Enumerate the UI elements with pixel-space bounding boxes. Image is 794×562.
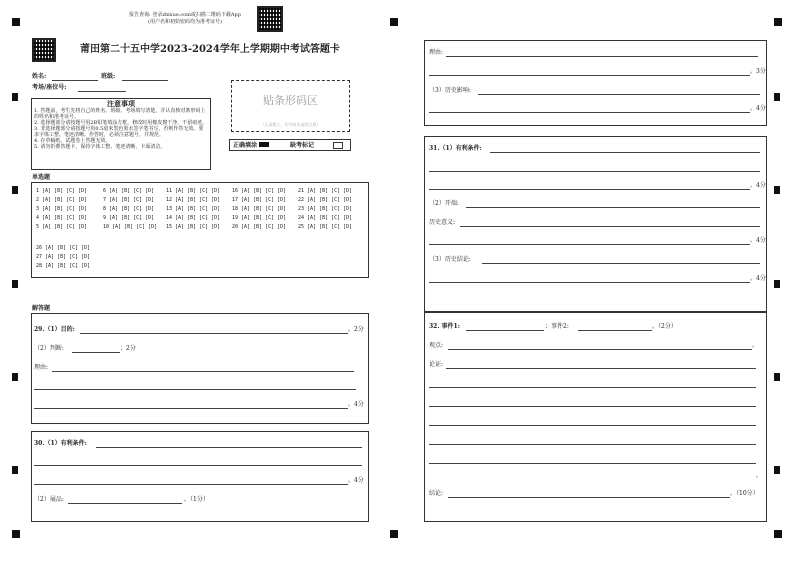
q29-part1-line[interactable] (80, 333, 348, 334)
alignment-mark (774, 18, 782, 26)
choice-row[interactable]: 19 [A] [B] [C] [D] (232, 215, 287, 221)
q29-reason-line[interactable] (52, 371, 354, 372)
alignment-mark (12, 93, 18, 101)
q31-part1-score: 。4分 (750, 182, 766, 189)
notice-item: 4. 在草稿纸、试题卷上答题无效。 (34, 138, 111, 144)
choice-row[interactable]: 20 [A] [B] [C] [D] (232, 224, 287, 230)
impact-label: （3）历史影响: (429, 87, 471, 94)
q32-event2-line[interactable] (578, 330, 652, 331)
choice-row[interactable]: 13 [A] [B] [C] [D] (166, 206, 221, 212)
q31-part2-label: （2）开端: (429, 200, 459, 207)
q30-part2-score: 。（1分） (184, 496, 209, 503)
alignment-mark (12, 466, 18, 474)
q29-score: 。4分 (348, 401, 364, 408)
q30-part1-line[interactable] (34, 484, 348, 485)
q29-part2-line[interactable] (72, 352, 120, 353)
q30-part1-line[interactable] (96, 447, 362, 448)
q32-event-score: 。（2分） (652, 323, 677, 330)
q31-box (424, 136, 767, 312)
choice-row[interactable]: 9 [A] [B] [C] [D] (103, 215, 155, 221)
q29-part2-label: （2）判断: (34, 345, 64, 352)
q31-part3-line[interactable] (429, 282, 750, 283)
q32-box (424, 312, 767, 522)
notice-item: 2. 选择题部分请按题号用2B铅笔填涂方框，修改时用橡皮擦干净，不留痕迹。 (34, 120, 208, 126)
choice-row[interactable]: 24 [A] [B] [C] [D] (298, 215, 353, 221)
q30-part1-label: 30.（1）有利条件: (34, 440, 87, 447)
q31-part3-label: （3）历史结论: (429, 256, 471, 263)
q32-event1-line[interactable] (466, 330, 544, 331)
alignment-mark (12, 18, 20, 26)
reason-line[interactable] (446, 56, 758, 57)
q32-event2-label: ；事件2: (545, 323, 569, 330)
q31-part1-line[interactable] (429, 171, 760, 172)
missing-mark-box[interactable] (333, 142, 343, 149)
alignment-mark (12, 373, 18, 381)
q32-view-line[interactable] (448, 349, 752, 350)
q31-part1-line[interactable] (490, 152, 760, 153)
choice-row[interactable]: 3 [A] [B] [C] [D] (36, 206, 88, 212)
q31-part1-label: 31.（1）有利条件: (429, 145, 482, 152)
q29-part1-score: 。2分 (348, 326, 364, 333)
choice-row[interactable]: 28 [A] [B] [C] [D] (36, 263, 91, 269)
reason-score: 。3分 (750, 68, 766, 75)
choice-row[interactable]: 2 [A] [B] [C] [D] (36, 197, 88, 203)
barcode-title: 贴条形码区 (263, 94, 318, 107)
alignment-mark (12, 280, 18, 288)
q31-meaning-line[interactable] (429, 244, 750, 245)
q29-part2-score: ；2分 (120, 345, 136, 352)
q31-meaning-label: 历史意义: (429, 219, 456, 226)
missing-mark-label: 缺考标记 (290, 142, 315, 149)
q31-part1-line[interactable] (429, 189, 750, 190)
choice-row[interactable]: 7 [A] [B] [C] [D] (103, 197, 155, 203)
alignment-mark (12, 186, 18, 194)
class-label: 班级: (101, 73, 116, 80)
choice-row[interactable]: 22 [A] [B] [C] [D] (298, 197, 353, 203)
q29-reason-line[interactable] (34, 408, 348, 409)
q32-argue-line[interactable] (429, 387, 756, 388)
choice-row[interactable]: 16 [A] [B] [C] [D] (232, 188, 287, 194)
q29-part1-label: 29.（1）目的: (34, 326, 75, 333)
reason-line[interactable] (429, 75, 750, 76)
class-field[interactable] (122, 80, 168, 81)
impact-line[interactable] (429, 112, 750, 113)
username-note: (用户名和初始密码均为准考证号) (148, 19, 222, 25)
choice-row[interactable]: 4 [A] [B] [C] [D] (36, 215, 88, 221)
q29-reason-label: 理由: (34, 364, 49, 371)
choice-row[interactable]: 11 [A] [B] [C] [D] (166, 188, 221, 194)
choice-row[interactable]: 1 [A] [B] [C] [D] (36, 188, 88, 194)
essay-section-label: 解答题 (32, 305, 51, 312)
q31-part2-score: 。4分 (750, 237, 766, 244)
choice-row[interactable]: 5 [A] [B] [C] [D] (36, 224, 88, 230)
q32-argue-line[interactable] (429, 444, 756, 445)
choice-row[interactable]: 10 [A] [B] [C] [D] (103, 224, 158, 230)
q32-argue-line[interactable] (429, 406, 756, 407)
q32-view-label: 观点: (429, 342, 444, 349)
q31-part3-line[interactable] (482, 263, 760, 264)
correct-fill-sample (259, 142, 269, 147)
q32-argue-line[interactable] (429, 425, 756, 426)
q31-part3-score: 。4分 (750, 275, 766, 282)
notice-item: 5. 请勿折叠答题卡，保持字体工整、笔迹清晰，卡面清洁。 (34, 144, 166, 150)
app-qr-code (257, 6, 283, 32)
choice-row[interactable]: 14 [A] [B] [C] [D] (166, 215, 221, 221)
q32-view-end: 。 (752, 342, 759, 349)
notice-item: 1. 答题前，考生先将自己的姓名、班级、考场填写清楚，并认真核对条形码上的姓名和准考证号。 (34, 108, 206, 120)
alignment-mark (774, 186, 780, 194)
alignment-mark (774, 93, 780, 101)
choice-row[interactable]: 23 [A] [B] [C] [D] (298, 206, 353, 212)
choice-row[interactable]: 21 [A] [B] [C] [D] (298, 188, 353, 194)
q29-reason-line[interactable] (34, 389, 356, 390)
choice-row[interactable]: 25 [A] [B] [C] [D] (298, 224, 353, 230)
choice-row[interactable]: 15 [A] [B] [C] [D] (166, 224, 221, 230)
choice-row[interactable]: 12 [A] [B] [C] [D] (166, 197, 221, 203)
choice-section-label: 单选题 (32, 174, 51, 181)
q32-argue-end: 。 (756, 472, 763, 479)
q32-argue-line[interactable] (429, 463, 756, 464)
alignment-mark (774, 373, 780, 381)
q32-event1-label: 32. 事件1: (429, 323, 460, 330)
q30-part1-score: 。4分 (348, 477, 364, 484)
reason-label: 理由: (429, 49, 444, 56)
correct-fill-label: 正确填涂 (233, 142, 258, 149)
impact-line[interactable] (478, 94, 760, 95)
notice-list (34, 108, 208, 150)
card-qr-code (32, 38, 56, 62)
alignment-mark (12, 530, 20, 538)
q30-part2-line[interactable] (68, 503, 182, 504)
alignment-mark (774, 280, 780, 288)
q32-final-score: 。（10分） (730, 490, 759, 497)
continuation-box (424, 40, 767, 126)
q31-part2-line[interactable] (466, 207, 760, 208)
name-field[interactable] (52, 80, 98, 81)
alignment-mark (390, 18, 398, 26)
choice-row[interactable]: 26 [A] [B] [C] [D] (36, 245, 91, 251)
report-query-note: 报告查询: 登录zhixue.com或扫描二维码下载App (129, 12, 241, 18)
choice-row[interactable]: 27 [A] [B] [C] [D] (36, 254, 91, 260)
barcode-note: （正面朝上，切勿贴出虚线方框） (260, 122, 321, 127)
choice-row[interactable]: 8 [A] [B] [C] [D] (103, 206, 155, 212)
q32-argue-line[interactable] (446, 368, 756, 369)
q30-part2-label: （2）展品: (34, 496, 64, 503)
alignment-mark (774, 530, 782, 538)
q30-part1-line[interactable] (34, 465, 362, 466)
choice-row[interactable]: 18 [A] [B] [C] [D] (232, 206, 287, 212)
q32-conclusion-label: 结论: (429, 490, 444, 497)
alignment-mark (390, 530, 398, 538)
choice-row[interactable]: 17 [A] [B] [C] [D] (232, 197, 287, 203)
page-title: 莆田第二十五中学2023-2024学年上学期期中考试答题卡 (80, 44, 340, 55)
impact-score: 。4分 (750, 105, 766, 112)
exam-seat-field[interactable] (78, 91, 126, 92)
exam-seat-label: 考场/座位号: (32, 84, 67, 91)
notice-heading: 注意事项 (107, 99, 135, 108)
choice-row[interactable]: 6 [A] [B] [C] [D] (103, 188, 155, 194)
q32-argue-label: 论证: (429, 361, 444, 368)
notice-item: 3. 非选择题部分请按题号用0.5毫米黑色墨水签字笔书写，否则作答无效。要求字体工整、笔迹清晰。作答时，必须注意题号，并规范。 (34, 126, 204, 138)
q32-conclusion-line[interactable] (448, 497, 730, 498)
alignment-mark (774, 466, 780, 474)
name-label: 姓名: (32, 73, 47, 80)
q31-meaning-line[interactable] (460, 226, 760, 227)
